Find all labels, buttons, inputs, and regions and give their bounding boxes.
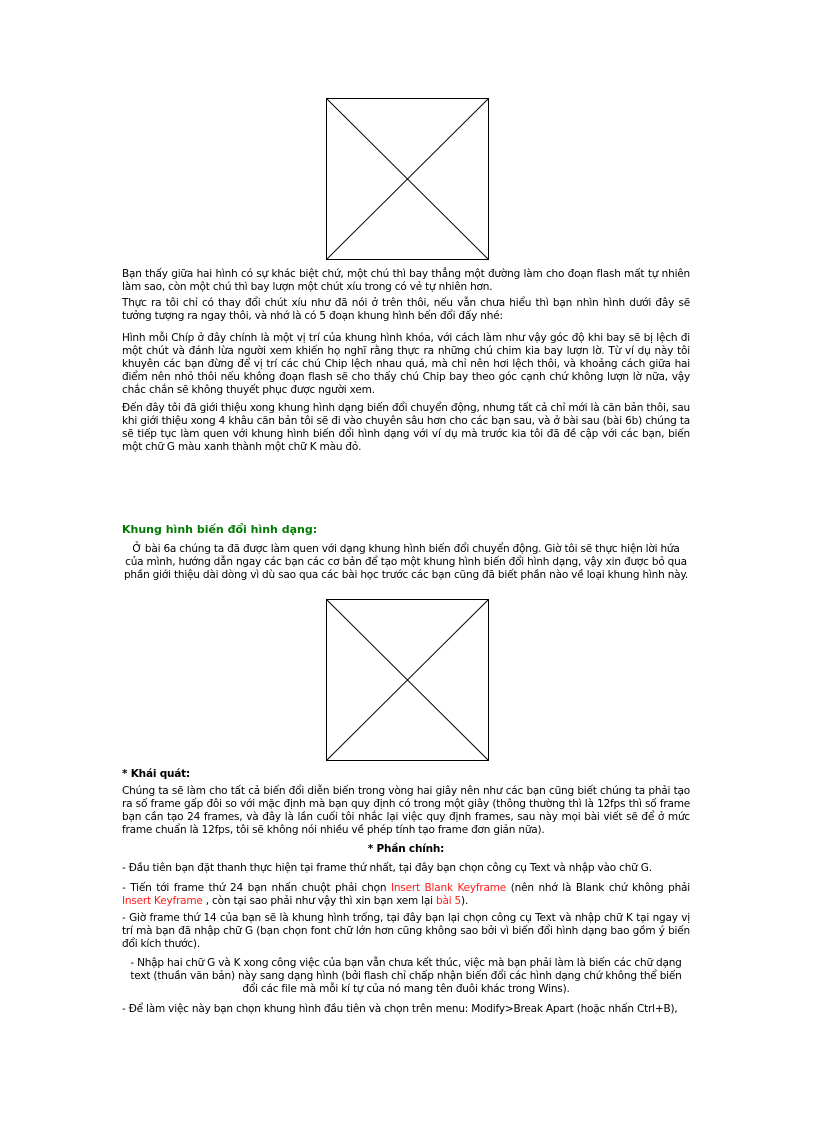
step-5: - Để làm việc này bạn chọn khung hình đầu tiên và chọn trên menu: Modify>Break Apart (hoặc nhấn Ctrl+B), bbox=[122, 1003, 678, 1015]
paragraph-overview: Chúng ta sẽ làm cho tất cả biến đổi diễn biến trong vòng hai giây nên như các bạn cũng biết chúng ta phải tạo ra số frame gấp đôi so với mặc định mà bạn quy định có trong một giây (thông thường thì là 12fps thì số frame bạn cần tạo 24 frames, và đây là lần cuối tôi nhắc lại việc quy định frames, sau này mọi bài viết sẽ để ở mức frame chuẩn là 12fps, tôi sẽ không nói nhiều về phép tính tạo frame đơn giản nữa). bbox=[122, 785, 690, 836]
step-2-text-d: ). bbox=[461, 895, 469, 907]
missing-image-cross-icon bbox=[327, 99, 488, 259]
section-heading-shape-tween: Khung hình biến đổi hình dạng: bbox=[122, 523, 318, 536]
image-placeholder-2 bbox=[326, 599, 489, 761]
overview-heading: * Khái quát: bbox=[122, 768, 190, 780]
step-3: - Giờ frame thứ 14 của bạn sẽ là khung hình trống, tại đây bạn lại chọn công cụ Text và nhập chữ K tại ngay vị trí mà bạn đã nhập chữ G (bạn chọn font chữ lớn hơn cũng không sao bởi vì biến đổi hình dạng bao gồm ý biến đổi kích thước). bbox=[122, 912, 690, 950]
insert-blank-keyframe-link: Insert Blank Keyframe bbox=[390, 882, 507, 894]
missing-image-cross-icon bbox=[327, 600, 488, 760]
paragraph-explanation: Thực ra tôi chỉ có thay đổi chút xíu như đã nói ở trên thôi, nếu vẫn chưa hiểu thì bạn nhìn hình dưới đây sẽ tưởng tượng ra ngay thôi, và nhớ là có 5 đoạn khung hình bến đổi đấy nhé: bbox=[122, 297, 690, 322]
paragraph-summary: Đến đây tôi đã giới thiệu xong khung hình dạng biến đổi chuyển động, nhưng tất cả chỉ mới là căn bản thôi, sau khi giới thiệu xong 4 khâu căn bản tôi sẽ đi vào chuyên sâu hơn cho các bạn sau, và ở bài sau (bài 6b) chúng ta sẽ tiếp tục làm quen với khung hình biến đổi hình dạng với ví dụ mà trước kia tôi đã đề cập với các bạn, biến một chữ G màu xanh thành một chữ K màu đỏ. bbox=[122, 402, 690, 453]
lesson-5-link: bài 5 bbox=[436, 895, 462, 907]
step-2-text-b: (nên nhớ là Blank chứ không phải bbox=[506, 882, 690, 894]
insert-keyframe-link: Insert Keyframe bbox=[122, 895, 203, 907]
step-4: - Nhập hai chữ G và K xong công việc của bạn vẫn chưa kết thúc, việc mà bạn phải làm là biến các chữ dạng text (thuần văn bản) này sang dạng hình (bởi flash chỉ chấp nhận biến đổi các hình dạng chứ không thể biến đổi các file mà mỗi kí tự của nó mang tên đuôi khác trong Wins). bbox=[130, 957, 682, 995]
paragraph-chip-keyframes: Hình mỗi Chíp ở đây chính là một vị trí của khung hình khóa, với cách làm như vậy góc độ khi bay sẽ bị lệch đi một chút và đánh lừa người xem khiến họ nghĩ rằng thực ra những chú chim kia bay lượn lờ. Từ ví dụ này tôi khuyên các bạn đừng để vị trí các chú Chip lệch nhau quá, mà chỉ nên hơi lệch thôi, và khoảng cách giữa hai điểm nên nhỏ thôi nếu không đoạn flash sẽ cho thấy chú Chip bay theo góc cạnh chứ không lượn lờ nữa, vậy chắc chắn sẽ không thuyết phục được người xem. bbox=[122, 332, 690, 396]
step-2 bbox=[122, 882, 690, 908]
step-2-text-a: - Tiến tới frame thứ 24 bạn nhấn chuột phải chọn bbox=[122, 882, 391, 894]
main-part-heading: * Phần chính: bbox=[367, 843, 445, 855]
paragraph-intro-6b: Ở bài 6a chúng ta đã được làm quen với dạng khung hình biến đổi chuyển động. Giờ tôi sẽ thực hiện lời hứa của mình, hướng dẫn ngay các bạn các cơ bản để tạo một khung hình biến đổi hình dạng, vậy xin được bỏ qua phần giới thiệu dài dòng vì dù sao qua các bài học trước các bạn cũng đã biết phần nào về loại khung hình này. bbox=[123, 543, 689, 581]
step-1: - Đầu tiên bạn đặt thanh thực hiện tại frame thứ nhất, tại đây bạn chọn công cụ Text và nhập vào chữ G. bbox=[122, 862, 652, 874]
paragraph-difference: Bạn thấy giữa hai hình có sự khác biệt chứ, một chú thì bay thẳng một đường làm cho đoạn flash mất tự nhiên làm sao, còn một chú thì bay lượn một chút xíu trong có vẻ tự nhiên hơn. bbox=[122, 268, 690, 293]
image-placeholder-1 bbox=[326, 98, 489, 260]
step-2-text-c: , còn tại sao phải như vậy thì xin bạn xem lại bbox=[202, 895, 436, 907]
